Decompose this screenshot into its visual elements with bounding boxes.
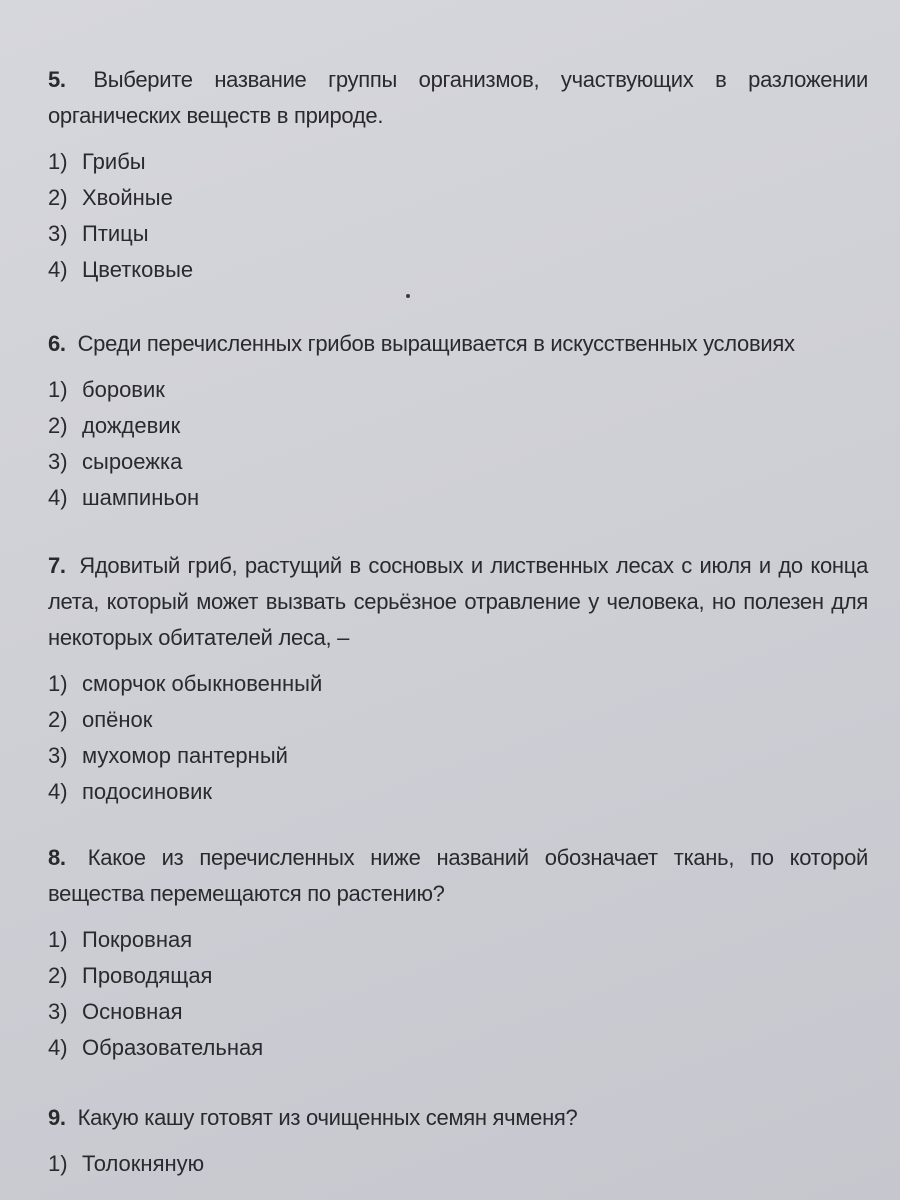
answer-option[interactable] <box>48 922 868 958</box>
option-number: 4) <box>48 779 68 804</box>
option-label: Грибы <box>82 149 146 174</box>
answer-option[interactable] <box>48 994 868 1030</box>
question-body: Среди перечисленных грибов выращивается в искусственных условиях <box>77 331 795 356</box>
option-number: 4) <box>48 257 68 282</box>
answer-option[interactable] <box>48 180 868 216</box>
question-number: 8. <box>48 845 66 870</box>
option-label: Образовательная <box>82 1035 264 1060</box>
option-label: Покровная <box>82 927 193 952</box>
option-label: боровик <box>82 377 165 402</box>
option-number: 2) <box>48 707 68 732</box>
answer-options <box>48 372 868 516</box>
question-body: Выберите название группы организмов, участвующих в разложении органических веществ в природе. <box>48 67 868 128</box>
option-label: Толокняную <box>82 1151 205 1176</box>
question-text <box>48 548 868 656</box>
answer-options <box>48 922 868 1066</box>
answer-option[interactable] <box>48 216 868 252</box>
option-number: 2) <box>48 413 68 438</box>
question-body: Какое из перечисленных ниже названий обозначает ткань, по которой вещества перемещаются по растению? <box>48 845 869 906</box>
question-7 <box>48 548 868 810</box>
option-number: 1) <box>48 671 68 696</box>
answer-options <box>48 144 868 288</box>
answer-options <box>48 1146 868 1182</box>
option-label: опёнок <box>82 707 153 732</box>
option-number: 3) <box>48 221 68 246</box>
answer-option[interactable] <box>48 252 868 288</box>
question-number: 6. <box>48 331 66 356</box>
option-label: Птицы <box>82 221 149 246</box>
answer-option[interactable] <box>48 1030 868 1066</box>
question-text <box>48 326 868 362</box>
question-body: Какую кашу готовят из очищенных семян ячменя? <box>77 1105 578 1130</box>
option-label: подосиновик <box>82 779 213 804</box>
option-number: 2) <box>48 963 68 988</box>
option-number: 3) <box>48 743 68 768</box>
answer-option[interactable] <box>48 774 868 810</box>
option-label: сыроежка <box>82 449 183 474</box>
question-text <box>48 62 868 134</box>
option-number: 4) <box>48 1035 68 1060</box>
answer-option[interactable] <box>48 666 868 702</box>
question-number: 5. <box>48 67 66 92</box>
question-5 <box>48 62 868 288</box>
answer-option[interactable] <box>48 408 868 444</box>
answer-option[interactable] <box>48 480 868 516</box>
option-label: мухомор пантерный <box>82 743 288 768</box>
option-label: Основная <box>82 999 183 1024</box>
question-body: Ядовитый гриб, растущий в сосновых и лиственных лесах с июля и до конца лета, который может вызвать серьёзное отравление у человека, но полезен для некоторых обитателей леса, – <box>48 553 868 650</box>
paper-speck <box>406 294 410 298</box>
option-number: 3) <box>48 999 68 1024</box>
option-number: 3) <box>48 449 68 474</box>
option-number: 1) <box>48 927 68 952</box>
question-8 <box>48 840 868 1066</box>
option-label: сморчок обыкновенный <box>82 671 323 696</box>
option-number: 1) <box>48 377 68 402</box>
option-number: 1) <box>48 149 68 174</box>
question-text <box>48 1100 868 1136</box>
answer-option[interactable] <box>48 738 868 774</box>
option-number: 2) <box>48 185 68 210</box>
option-number: 1) <box>48 1151 68 1176</box>
option-label: Хвойные <box>82 185 173 210</box>
option-number: 4) <box>48 485 68 510</box>
option-label: шампиньон <box>82 485 200 510</box>
question-number: 7. <box>48 553 66 578</box>
option-label: Проводящая <box>82 963 213 988</box>
answer-options <box>48 666 868 810</box>
question-9 <box>48 1100 868 1182</box>
question-number: 9. <box>48 1105 66 1130</box>
answer-option[interactable] <box>48 702 868 738</box>
question-6 <box>48 326 868 516</box>
answer-option[interactable] <box>48 372 868 408</box>
option-label: дождевик <box>82 413 181 438</box>
option-label: Цветковые <box>82 257 194 282</box>
question-text <box>48 840 868 912</box>
answer-option[interactable] <box>48 958 868 994</box>
answer-option[interactable] <box>48 444 868 480</box>
answer-option[interactable] <box>48 1146 868 1182</box>
answer-option[interactable] <box>48 144 868 180</box>
